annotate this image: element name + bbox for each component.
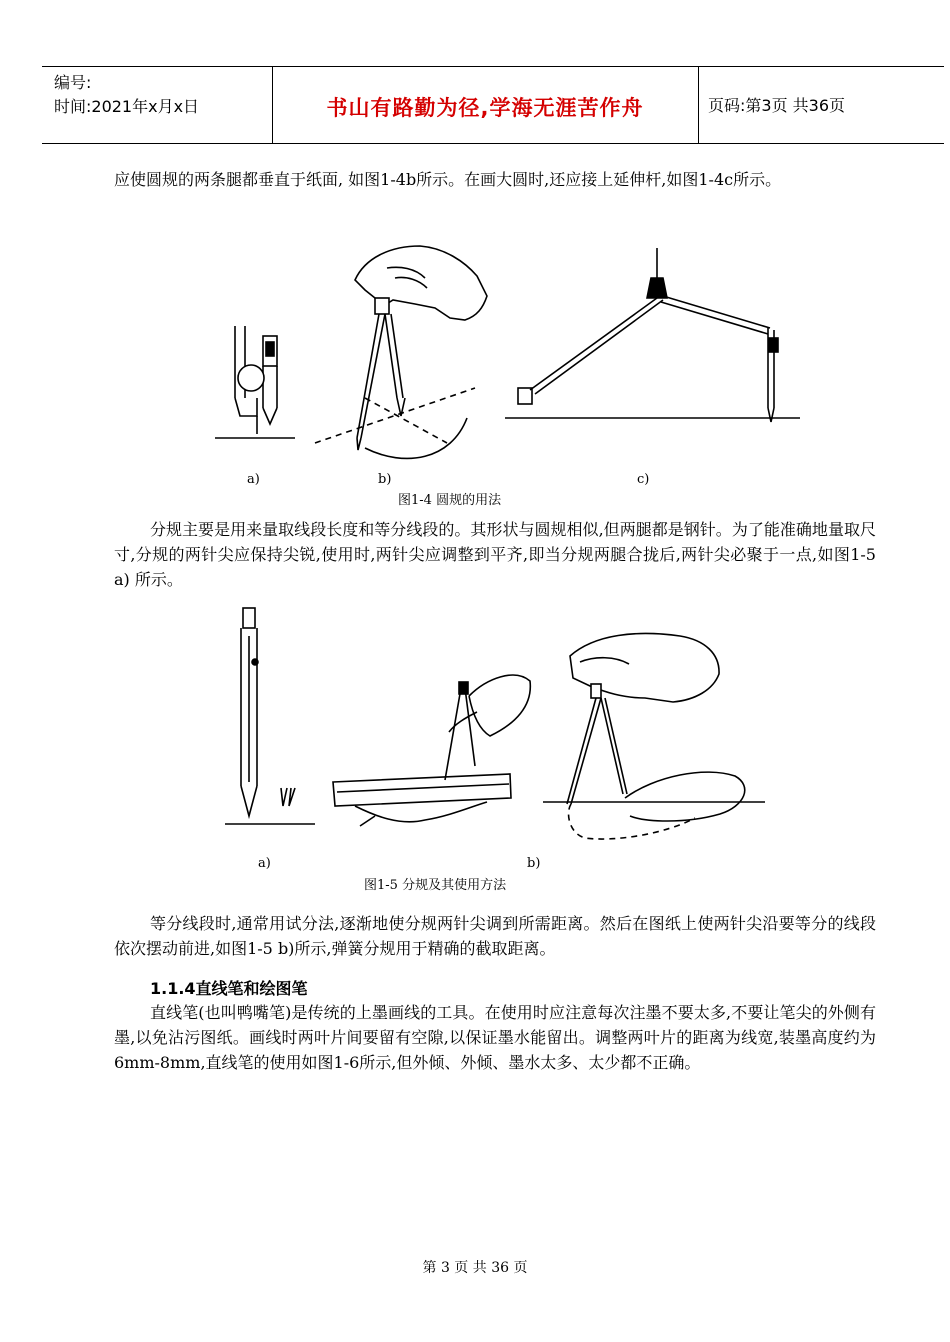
figure-1-5-illustration (225, 606, 765, 850)
fig-1-5a-label: a) (258, 856, 271, 871)
header-meta (54, 71, 199, 119)
fig-1-4c-extension-compass (505, 248, 800, 422)
fig-1-4a-label: a) (247, 472, 260, 487)
paragraph-2: 分规主要是用来量取线段长度和等分线段的。其形状与圆规相似,但两腿都是钢针。为了能准确地量取尺寸,分规的两针尖应保持尖锐,使用时,两针尖应调整到平齐,即当分规两腿合拢后,两针尖必聚于一点,如图1-5 a) 所示。 (114, 520, 876, 589)
paragraph-1: 应使圆规的两条腿都垂直于纸面, 如图1-4b所示。在画大圆时,还应接上延伸杆,如图1-4c所示。 (114, 170, 782, 189)
fig-1-5-caption: 图1-5 分规及其使用方法 (364, 878, 507, 893)
fig-1-5b-ruler-and-hand (333, 675, 530, 826)
fig-1-5a-dividers (225, 608, 315, 824)
fig-1-5b-spring-dividers (543, 633, 765, 839)
fig-1-4c-label: c) (637, 472, 650, 487)
fig-1-5b-label: b) (527, 856, 541, 871)
header-page-info: 页码:第3页 共36页 (708, 96, 846, 115)
section-heading: 1.1.4直线笔和绘图笔 (150, 979, 308, 998)
fig-1-4b-label: b) (378, 472, 392, 487)
doc-time-label: 时间:2021年x月x日 (54, 97, 200, 116)
figure-1-4-illustration (215, 238, 810, 468)
fig-1-4a-compass-legs (215, 326, 295, 438)
page-footer: 第 3 页 共 36 页 (422, 1260, 528, 1276)
paragraph-4: 直线笔(也叫鸭嘴笔)是传统的上墨画线的工具。在使用时应注意每次注墨不要太多,不要让笔尖的外侧有墨,以免沾污图纸。画线时两叶片间要留有空隙,以保证墨水能留出。调整两叶片的距离为线宽,装墨高度约为6mm-8mm,直线笔的使用如图1-6所示,但外倾、外倾、墨水太多、太少都不正确。 (114, 1003, 876, 1072)
doc-number-label: 编号: (54, 73, 92, 92)
paragraph-3: 等分线段时,通常用试分法,逐渐地使分规两针尖调到所需距离。然后在图纸上使两针尖沿要等分的线段依次摆动前进,如图1-5 b)所示,弹簧分规用于精确的截取距离。 (114, 914, 876, 958)
header-divider (698, 67, 699, 143)
header-motto: 书山有路勤为径,学海无涯苦作舟 (326, 96, 644, 120)
fig-1-4-caption: 图1-4 圆规的用法 (398, 493, 502, 508)
fig-1-4b-compass-hand (315, 246, 487, 458)
